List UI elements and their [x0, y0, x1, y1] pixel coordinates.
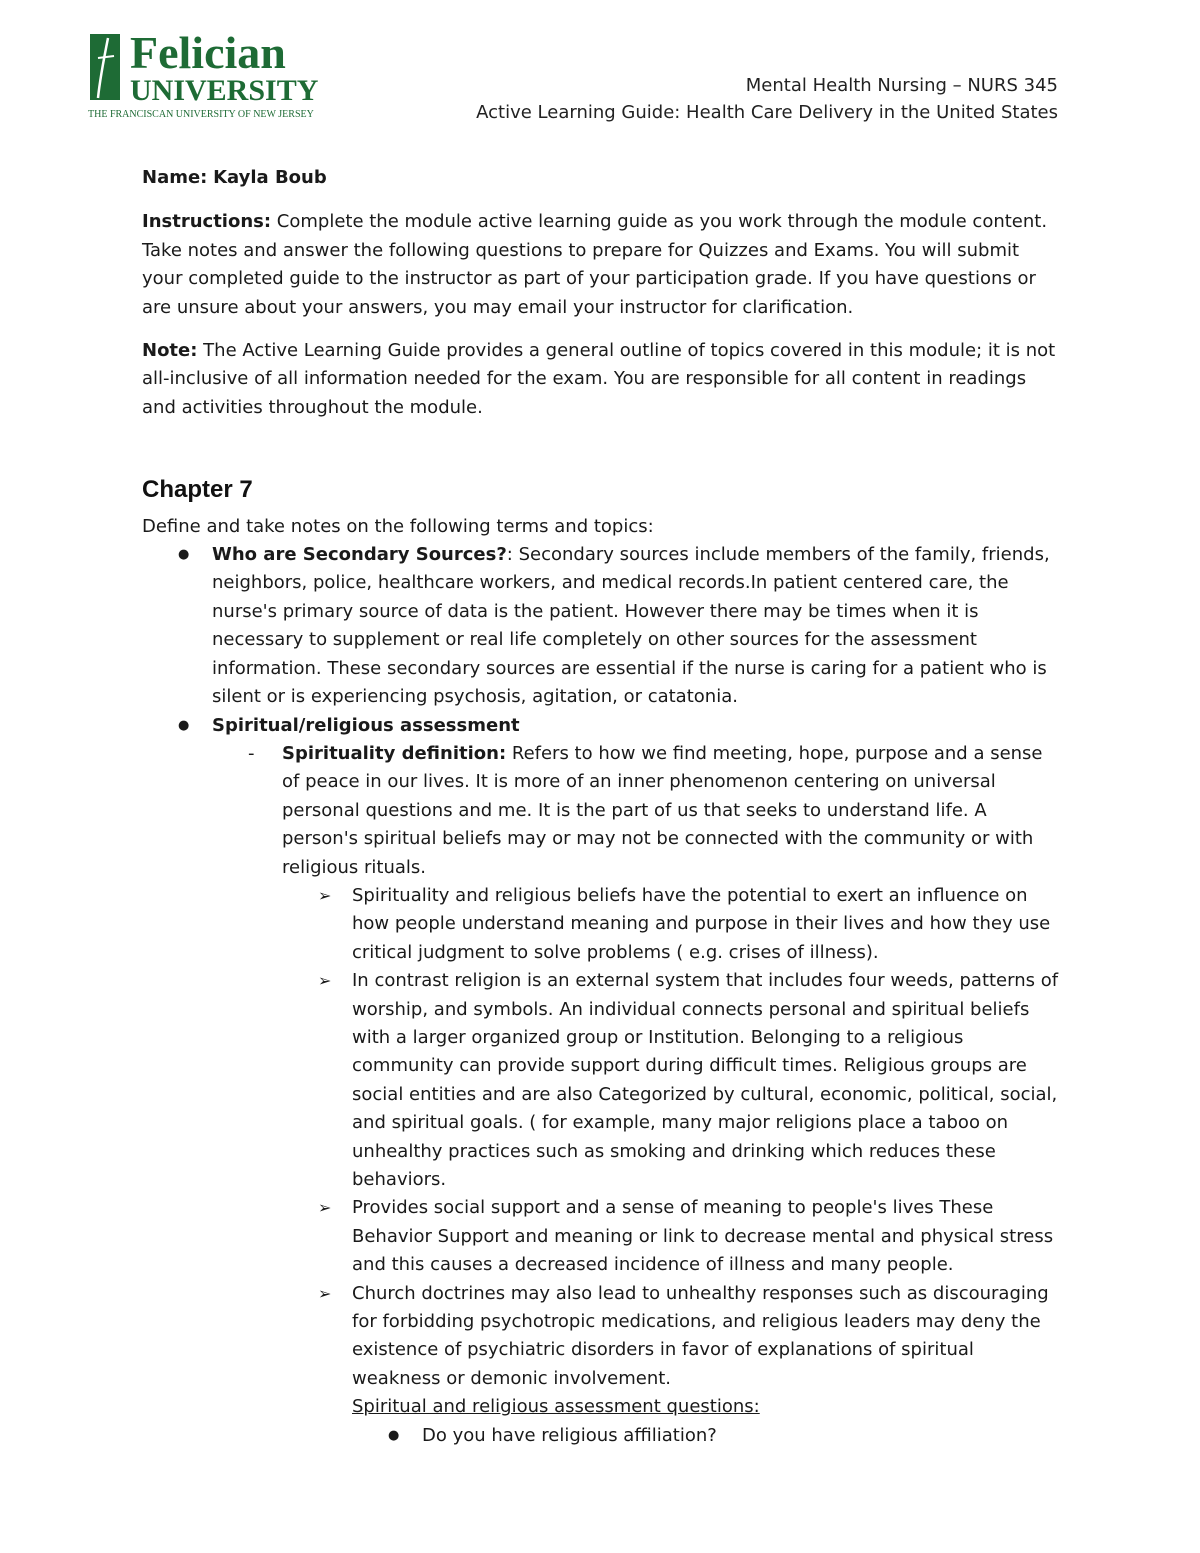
bullet-icon: ● [178, 717, 190, 733]
note-label: Note: [142, 340, 198, 362]
point-text: In contrast religion is an external system that includes four weeds, patterns of worship, and symbols. An individual connects personal and spiritual beliefs with a larger organized group or Institution. Belonging to a religious community can provide support during difficult times. Religious groups are social entities and are also Categorized by cultural, economic, political, social, and spiritual goals. ( for example, many major religions place a taboo on unhealthy practices such as smoking and drinking which reduces these behaviors. [352, 970, 1059, 1190]
questions-list [72, 1422, 1062, 1450]
logo-university: UNIVERSITY [130, 74, 319, 107]
name-value: Kayla Boub [213, 167, 327, 188]
subtopic-list [72, 740, 1062, 1450]
document-body [142, 164, 1062, 1450]
arrow-bullet-icon: ➢ [318, 1198, 332, 1218]
list-item [72, 541, 1062, 711]
arrow-bullet-icon: ➢ [318, 971, 332, 991]
question-text: Do you have religious affiliation? [422, 1424, 717, 1446]
course-title: Mental Health Nursing – NURS 345 [745, 75, 1058, 96]
point-text: Church doctrines may also lead to unhealthy responses such as discouraging for forbidding psychotropic medications, and religious leaders may deny the existence of psychiatric disorders in favor of explanations of spiritual weakness or demonic involvement. [352, 1282, 1049, 1389]
bullet-icon: ● [388, 1427, 400, 1443]
list-item [72, 1194, 1062, 1279]
arrow-bullet-icon: ➢ [318, 885, 332, 905]
list-item [72, 1280, 1062, 1450]
dash-icon: - [248, 742, 255, 764]
university-logo [86, 28, 338, 120]
instructions-text: Complete the module active learning guide as you work through the module content. Take notes and answer the following questions to prepare for Quizzes and Exams. You will submit your completed guide to the instructor as part of your participation grade. If you have questions or are unsure about your answers, you may email your instructor for clarification. [142, 211, 1048, 318]
topic-list [142, 541, 1062, 1450]
document-header [476, 72, 1058, 126]
list-item [72, 740, 1062, 1450]
arrow-bullet-icon: ➢ [318, 1283, 332, 1303]
student-name-line [142, 164, 1062, 192]
spirituality-text: Refers to how we find meeting, hope, purpose and a sense of peace in our lives. It is more of an inner phenomenon centering on universal personal questions and me. It is the part of us that seeks to understand life. A person's spiritual beliefs may or may not be connected with the community or with religious rituals. [282, 742, 1043, 878]
topic-label: Spiritual/religious assessment [212, 714, 520, 736]
topic-text: : Secondary sources include members of the family, friends, neighbors, police, healthcare workers, and medical records.In patient centered care, the nurse's primary source of data is the patient. However there may be times when it is necessary to supplement or real life completely on other sources for the assessment information. These secondary sources are essential if the nurse is caring for a patient who is silent or is experiencing psychosis, agitation, or catatonia. [212, 544, 1050, 708]
instructions-paragraph [142, 208, 1062, 322]
logo-tagline: THE FRANCISCAN UNIVERSITY OF NEW JERSEY [88, 109, 314, 120]
note-text: The Active Learning Guide provides a general outline of topics covered in this module; it is not all-inclusive of all information needed for the exam. You are responsible for all content in readings and activities throughout the module. [142, 340, 1056, 418]
points-list [72, 882, 1062, 1450]
logo-brand: Felician [130, 28, 286, 78]
bullet-icon: ● [178, 547, 190, 563]
point-text: Provides social support and a sense of meaning to people's lives These Behavior Support and meaning or link to decrease mental and physical stress and this causes a decreased incidence of illness and many people. [352, 1197, 1054, 1276]
list-item [72, 712, 1062, 1451]
point-text: Spirituality and religious beliefs have the potential to exert an influence on how people understand meaning and purpose in their lives and how they use critical judgment to solve problems ( e.g. crises of illness). [352, 884, 1051, 963]
list-item [72, 1422, 1062, 1450]
questions-heading: Spiritual and religious assessment questions: [352, 1396, 760, 1418]
guide-title: Active Learning Guide: Health Care Delivery in the United States [476, 102, 1058, 123]
list-item [72, 967, 1062, 1194]
define-intro: Define and take notes on the following terms and topics: [142, 515, 654, 537]
instructions-label: Instructions: [142, 211, 272, 233]
spirituality-label: Spirituality definition: [282, 742, 507, 764]
name-label: Name: [142, 167, 208, 188]
note-paragraph [142, 337, 1062, 422]
list-item [72, 882, 1062, 967]
topic-label: Who are Secondary Sources? [212, 544, 507, 566]
chapter-heading: Chapter 7 [142, 476, 253, 504]
